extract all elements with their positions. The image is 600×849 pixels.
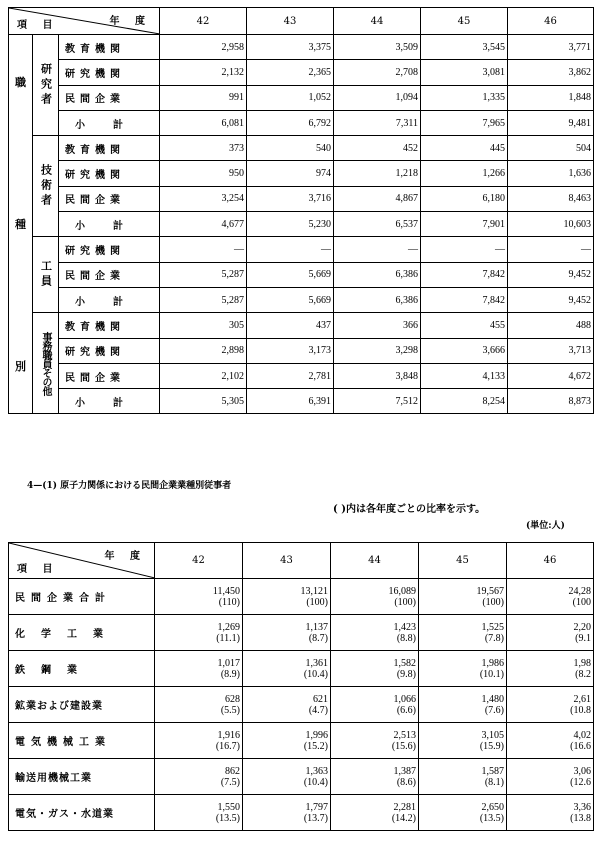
count-value: 1,363 [305, 765, 328, 777]
year-header: 46 [507, 543, 594, 579]
value-cell: — [160, 237, 247, 262]
value-cell: 488 [508, 313, 594, 338]
value-cell: — [508, 237, 594, 262]
employment-table [8, 7, 594, 414]
value-cell: 305 [160, 313, 247, 338]
value-cell [155, 615, 243, 651]
industry-table [8, 542, 594, 831]
ratio-value: (8.2 [575, 668, 591, 680]
value-cell [331, 759, 419, 795]
value-cell: 3,713 [508, 338, 594, 363]
value-cell: — [247, 237, 334, 262]
value-cell: 373 [160, 136, 247, 161]
value-cell [155, 723, 243, 759]
count-value: 13,121 [300, 585, 328, 597]
value-cell: 5,287 [160, 262, 247, 287]
subtotal-label: 小計 [59, 212, 160, 237]
value-cell: 1,094 [334, 85, 421, 110]
value-cell: 3,716 [247, 186, 334, 211]
value-cell: 2,365 [247, 60, 334, 85]
section-title: 4—(1) 原子力関係における民間企業業種別従事者 [27, 481, 232, 491]
data-row [9, 85, 594, 110]
value-cell: 5,669 [247, 262, 334, 287]
ratio-value: (100) [482, 596, 504, 608]
value-cell [243, 687, 331, 723]
count-value: 1,387 [393, 765, 416, 777]
value-cell [507, 651, 594, 687]
ratio-value: (16.7) [215, 740, 240, 752]
industry-row [9, 651, 594, 687]
data-row [9, 161, 594, 186]
value-cell: 6,386 [334, 262, 421, 287]
value-cell: 3,848 [334, 363, 421, 388]
count-value: 1,550 [217, 801, 240, 813]
group-label [33, 237, 59, 313]
value-cell: 2,102 [160, 363, 247, 388]
group-label [33, 136, 59, 237]
value-cell [243, 615, 331, 651]
category-label: 研究機関 [59, 161, 160, 186]
value-cell: 991 [160, 85, 247, 110]
value-cell: 1,636 [508, 161, 594, 186]
ratio-value: (14.2) [391, 812, 416, 824]
value-cell [155, 687, 243, 723]
value-cell: 5,669 [247, 287, 334, 312]
value-cell: 2,958 [160, 35, 247, 60]
data-row [9, 262, 594, 287]
value-cell [155, 795, 243, 831]
ratio-value: (100) [306, 596, 328, 608]
ratio-value: (15.9) [479, 740, 504, 752]
value-cell [419, 579, 507, 615]
job-type-char: 種 [15, 218, 26, 232]
count-value: 11,450 [212, 585, 240, 597]
value-cell [331, 687, 419, 723]
count-value: 1,269 [217, 621, 240, 633]
year-header: 45 [421, 8, 508, 35]
category-label: 民間企業 [59, 363, 160, 388]
count-value: 2,20 [573, 621, 591, 633]
value-cell: 3,545 [421, 35, 508, 60]
count-value: 16,089 [388, 585, 416, 597]
ratio-value: (13.8 [570, 812, 591, 824]
category-label: 民間企業 [59, 85, 160, 110]
value-cell [419, 651, 507, 687]
value-cell: 2,132 [160, 60, 247, 85]
ratio-value: (8.6) [396, 776, 416, 788]
value-cell: 6,081 [160, 110, 247, 135]
group-label-text: 研究者 [39, 62, 53, 108]
ratio-value: (7.6) [484, 704, 504, 716]
ratio-value: (4.7) [308, 704, 328, 716]
ratio-value: (13.7) [303, 812, 328, 824]
count-value: 3,36 [573, 801, 591, 813]
year-header: 42 [160, 8, 247, 35]
subtotal-label: 小計 [59, 287, 160, 312]
data-row [9, 363, 594, 388]
ratio-value: (100 [572, 596, 591, 608]
count-value: 1,916 [217, 729, 240, 741]
value-cell [331, 795, 419, 831]
count-value: 621 [313, 693, 328, 705]
year-header: 45 [419, 543, 507, 579]
value-cell [419, 759, 507, 795]
value-cell [507, 759, 594, 795]
header-row [9, 543, 594, 579]
ratio-value: (6.6) [396, 704, 416, 716]
value-cell: 4,677 [160, 212, 247, 237]
industry-row [9, 723, 594, 759]
ratio-value: (12.6 [570, 776, 591, 788]
subtotal-label: 小計 [59, 389, 160, 414]
job-type-text [9, 74, 32, 374]
count-value: 24,28 [568, 585, 591, 597]
header-corner [9, 543, 155, 579]
year-header: 46 [508, 8, 594, 35]
value-cell: 6,792 [247, 110, 334, 135]
value-cell: 540 [247, 136, 334, 161]
header-item-label: 項 目 [17, 20, 59, 31]
job-type-char: 別 [15, 360, 26, 374]
job-type-label [9, 35, 33, 414]
value-cell: 452 [334, 136, 421, 161]
data-row [9, 60, 594, 85]
ratio-value: (100) [394, 596, 416, 608]
count-value: 1,797 [305, 801, 328, 813]
value-cell: 504 [508, 136, 594, 161]
industry-label: 電気機械工業 [9, 723, 155, 759]
header-item-label: 項 目 [17, 564, 59, 575]
value-cell [507, 723, 594, 759]
unit-label: (単位:人) [526, 521, 565, 531]
value-cell [419, 795, 507, 831]
value-cell: 5,230 [247, 212, 334, 237]
ratio-value: (8.9) [220, 668, 240, 680]
industry-row [9, 759, 594, 795]
ratio-value: (10.4) [303, 668, 328, 680]
value-cell: 1,266 [421, 161, 508, 186]
count-value: 1,996 [305, 729, 328, 741]
category-label: 民間企業 [59, 186, 160, 211]
value-cell: 974 [247, 161, 334, 186]
value-cell [155, 579, 243, 615]
data-row [9, 338, 594, 363]
value-cell: 4,867 [334, 186, 421, 211]
value-cell [419, 723, 507, 759]
value-cell [419, 615, 507, 651]
value-cell: 1,052 [247, 85, 334, 110]
value-cell [243, 723, 331, 759]
count-value: 1,986 [481, 657, 504, 669]
count-value: 1,361 [305, 657, 328, 669]
group-label [33, 35, 59, 136]
count-value: 1,066 [393, 693, 416, 705]
value-cell [331, 615, 419, 651]
count-value: 628 [225, 693, 240, 705]
industry-row [9, 687, 594, 723]
value-cell: 4,133 [421, 363, 508, 388]
ratio-value: (10.4) [303, 776, 328, 788]
ratio-value: (13.5) [215, 812, 240, 824]
data-row [9, 313, 594, 338]
category-label: 教育機関 [59, 35, 160, 60]
industry-table-body [9, 543, 594, 831]
value-cell: 6,386 [334, 287, 421, 312]
value-cell: 6,391 [247, 389, 334, 414]
category-label: 教育機関 [59, 136, 160, 161]
industry-row [9, 615, 594, 651]
job-type-char: 職 [15, 76, 26, 90]
employment-table-body [9, 8, 594, 414]
ratio-value: (7.5) [220, 776, 240, 788]
ratio-value: (7.8) [484, 632, 504, 644]
count-value: 1,525 [481, 621, 504, 633]
count-value: 19,567 [476, 585, 504, 597]
category-label: 研究機関 [59, 338, 160, 363]
value-cell: 5,305 [160, 389, 247, 414]
value-cell: 7,842 [421, 287, 508, 312]
ratio-value: (8.1) [484, 776, 504, 788]
ratio-value: (10.1) [479, 668, 504, 680]
value-cell: 9,481 [508, 110, 594, 135]
industry-row [9, 795, 594, 831]
header-year-label: 年 度 [104, 551, 146, 562]
value-cell: 1,335 [421, 85, 508, 110]
value-cell [155, 759, 243, 795]
data-row [9, 389, 594, 414]
value-cell [419, 687, 507, 723]
count-value: 1,587 [481, 765, 504, 777]
subtotal-label: 小計 [59, 110, 160, 135]
industry-label: 電気・ガス・水道業 [9, 795, 155, 831]
ratio-value: (8.7) [308, 632, 328, 644]
value-cell: 7,512 [334, 389, 421, 414]
count-value: 3,06 [573, 765, 591, 777]
count-value: 4,02 [573, 729, 591, 741]
value-cell: — [334, 237, 421, 262]
value-cell: 1,218 [334, 161, 421, 186]
value-cell: 5,287 [160, 287, 247, 312]
header-row [9, 8, 594, 35]
count-value: 1,423 [393, 621, 416, 633]
value-cell: 455 [421, 313, 508, 338]
group-label-text: 事務職員その他 [40, 331, 51, 395]
industry-row [9, 579, 594, 615]
ratio-value: (13.5) [479, 812, 504, 824]
count-value: 3,105 [481, 729, 504, 741]
ratio-value: (5.5) [220, 704, 240, 716]
value-cell: 3,375 [247, 35, 334, 60]
count-value: 862 [225, 765, 240, 777]
value-cell: 7,965 [421, 110, 508, 135]
group-label-text: 技術者 [39, 163, 53, 209]
year-header: 44 [331, 543, 419, 579]
value-cell: 9,452 [508, 287, 594, 312]
value-cell: 1,848 [508, 85, 594, 110]
data-row [9, 35, 594, 60]
year-header: 42 [155, 543, 243, 579]
count-value: 1,137 [305, 621, 328, 633]
value-cell: 950 [160, 161, 247, 186]
value-cell: 7,842 [421, 262, 508, 287]
value-cell [507, 687, 594, 723]
value-cell [155, 651, 243, 687]
value-cell [507, 615, 594, 651]
header-year-label: 年 度 [109, 16, 152, 27]
category-label: 研究機関 [59, 60, 160, 85]
count-value: 1,582 [393, 657, 416, 669]
industry-label: 鉄鋼業 [9, 651, 155, 687]
ratio-value: (110) [218, 596, 240, 608]
count-value: 1,98 [573, 657, 591, 669]
count-value: 1,480 [481, 693, 504, 705]
value-cell: 8,254 [421, 389, 508, 414]
value-cell: 445 [421, 136, 508, 161]
category-label: 教育機関 [59, 313, 160, 338]
value-cell: 3,862 [508, 60, 594, 85]
industry-label: 民間企業合計 [9, 579, 155, 615]
ratio-value: (16.6 [570, 740, 591, 752]
value-cell: 7,901 [421, 212, 508, 237]
ratio-value: (11.1) [216, 632, 240, 644]
data-row [9, 212, 594, 237]
data-row [9, 287, 594, 312]
value-cell: 2,708 [334, 60, 421, 85]
value-cell [243, 651, 331, 687]
value-cell: 7,311 [334, 110, 421, 135]
data-row [9, 136, 594, 161]
industry-label: 化学工業 [9, 615, 155, 651]
group-label [33, 313, 59, 414]
count-value: 2,281 [393, 801, 416, 813]
ratio-value: (15.6) [391, 740, 416, 752]
value-cell: 366 [334, 313, 421, 338]
group-label-text: 工員 [39, 259, 53, 290]
ratio-value: (15.2) [303, 740, 328, 752]
value-cell: 10,603 [508, 212, 594, 237]
data-row [9, 237, 594, 262]
value-cell: 3,666 [421, 338, 508, 363]
industry-label: 鉱業および建設業 [9, 687, 155, 723]
value-cell [243, 795, 331, 831]
year-header: 43 [247, 8, 334, 35]
category-label: 民間企業 [59, 262, 160, 287]
value-cell [331, 579, 419, 615]
count-value: 2,513 [393, 729, 416, 741]
value-cell [331, 723, 419, 759]
value-cell [331, 651, 419, 687]
count-value: 1,017 [217, 657, 240, 669]
value-cell: 2,781 [247, 363, 334, 388]
category-label: 研究機関 [59, 237, 160, 262]
value-cell: 3,509 [334, 35, 421, 60]
value-cell [507, 579, 594, 615]
value-cell [243, 579, 331, 615]
header-corner [9, 8, 160, 35]
ratio-value: (9.1 [575, 632, 591, 644]
value-cell: 4,672 [508, 363, 594, 388]
data-row [9, 186, 594, 211]
value-cell: 2,898 [160, 338, 247, 363]
value-cell: 8,873 [508, 389, 594, 414]
count-value: 2,650 [481, 801, 504, 813]
ratio-value: (9.8) [396, 668, 416, 680]
industry-label: 輸送用機械工業 [9, 759, 155, 795]
value-cell: 3,254 [160, 186, 247, 211]
value-cell: 6,180 [421, 186, 508, 211]
count-value: 2,61 [573, 693, 591, 705]
value-cell [243, 759, 331, 795]
value-cell: 437 [247, 313, 334, 338]
year-header: 44 [334, 8, 421, 35]
value-cell: 9,452 [508, 262, 594, 287]
data-row [9, 110, 594, 135]
value-cell: 3,298 [334, 338, 421, 363]
value-cell: 3,081 [421, 60, 508, 85]
value-cell: 6,537 [334, 212, 421, 237]
ratio-value: (8.8) [396, 632, 416, 644]
year-header: 43 [243, 543, 331, 579]
ratio-note: ( )内は各年度ごとの比率を示す。 [333, 504, 486, 515]
value-cell: 3,173 [247, 338, 334, 363]
value-cell: 8,463 [508, 186, 594, 211]
value-cell: — [421, 237, 508, 262]
value-cell: 3,771 [508, 35, 594, 60]
ratio-value: (10.8 [570, 704, 591, 716]
value-cell [507, 795, 594, 831]
